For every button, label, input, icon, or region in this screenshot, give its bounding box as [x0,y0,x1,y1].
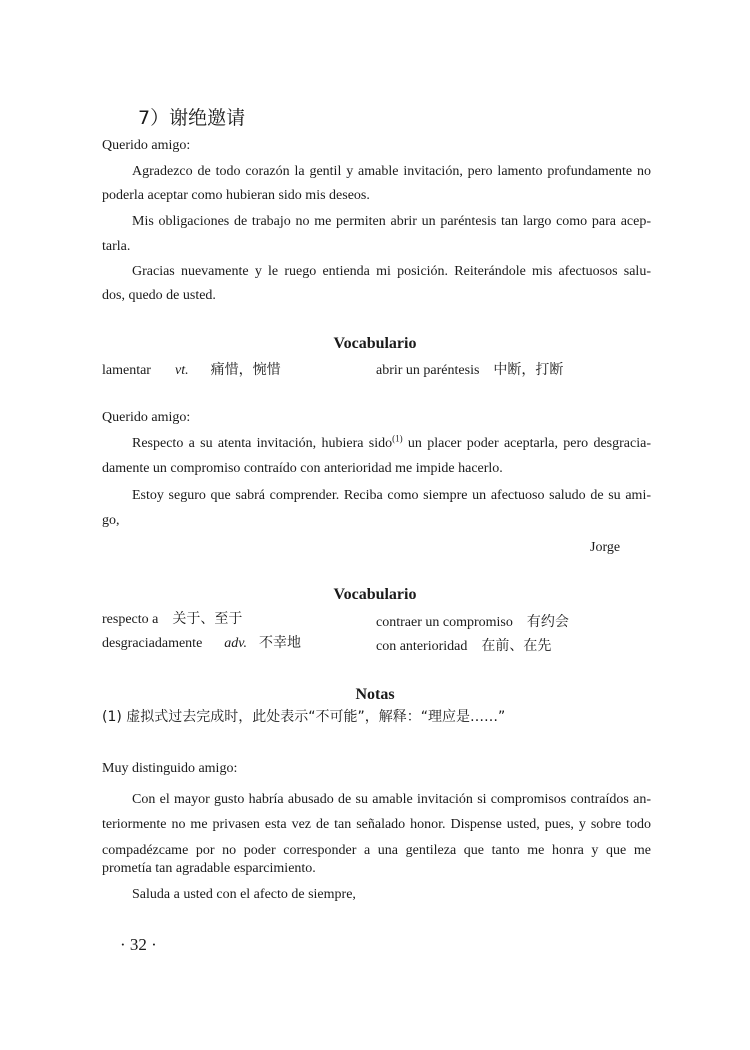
vocab-term: lamentar [102,363,151,378]
letter-1-salutation: Querido amigo: [102,138,191,153]
vocab-meaning: 不幸地 [258,635,301,651]
letter-3-line: prometía tan agradable esparcimiento. [102,861,316,876]
vocab-meaning: 在前、在先 [481,638,552,654]
vocabulary-heading: Vocabulario [333,586,417,603]
letter-1-line: Agradezco de todo corazón la gentil y amable invitación, pero lamento profundamente no [132,164,651,179]
vocab-pos: adv. [224,636,247,651]
letter-1-line: Gracias nuevamente y le ruego entienda mi posición. Reiterándole mis afectuosos salu- [132,264,651,279]
vocab-term: desgraciadamente [102,636,203,651]
vocab-meaning: 痛惜，惋惜 [210,362,281,378]
letter-3-line: Saluda a usted con el afecto de siempre, [132,887,356,902]
letter-1-line: poderla aceptar como hubieran sido mis deseos. [102,188,370,203]
letter-1-line: dos, quedo de usted. [102,288,216,303]
footnote-marker: (1) [392,433,403,444]
letter-2-line: damente un compromiso contraído con anterioridad me impide hacerlo. [102,461,503,476]
vocab-term: contraer un compromiso [376,615,513,630]
vocab-meaning: 中断，打断 [493,362,564,378]
letter-2-line [132,435,651,453]
vocab-entry [376,361,563,380]
letter-1-line: tarla. [102,239,131,254]
vocab-entry [102,634,301,653]
letter-2-text: Respecto a su atenta invitación, hubiera sido [132,436,393,451]
vocab-entry [376,637,551,656]
letter-2-salutation: Querido amigo: [102,410,191,425]
letter-1-line: Mis obligaciones de trabajo no me permiten abrir un paréntesis tan largo como para acep- [132,214,651,229]
vocab-term: con anterioridad [376,639,468,654]
letter-3-salutation: Muy distinguido amigo: [102,761,238,776]
vocab-entry [376,613,569,632]
letter-3-line: teriormente no me privasen esta vez de tan señalado honor. Dispense usted, pues, y sobre todo [102,817,651,832]
letter-2-line: go, [102,513,120,528]
letter-3-line: Con el mayor gusto habría abusado de su amable invitación si compromisos contraídos an- [132,792,651,807]
note-item: (1) 虚拟式过去完成时，此处表示“不可能”，解释：“理应是……” [102,709,506,725]
vocab-term: abrir un paréntesis [376,363,480,378]
page-number: · 32 · [120,935,157,954]
vocab-meaning: 关于、至于 [172,611,243,627]
vocab-entry [102,361,281,380]
letter-3-line: compadézcame por no poder corresponder a una gentileza que tanto me honra y que me [102,843,651,858]
vocab-term: respecto a [102,612,159,627]
vocabulary-heading: Vocabulario [333,335,417,352]
letter-2-text: un placer poder aceptarla, pero desgracia- [402,436,651,451]
letter-2-line: Estoy seguro que sabrá comprender. Reciba como siempre un afectuoso saludo de su ami- [132,488,651,503]
section-title: 7）谢绝邀请 [138,107,246,129]
vocab-pos: vt. [174,363,189,378]
vocab-entry [102,610,242,629]
notes-heading: Notas [355,686,395,703]
vocab-meaning: 有约会 [526,614,569,630]
signature: Jorge [590,540,621,555]
